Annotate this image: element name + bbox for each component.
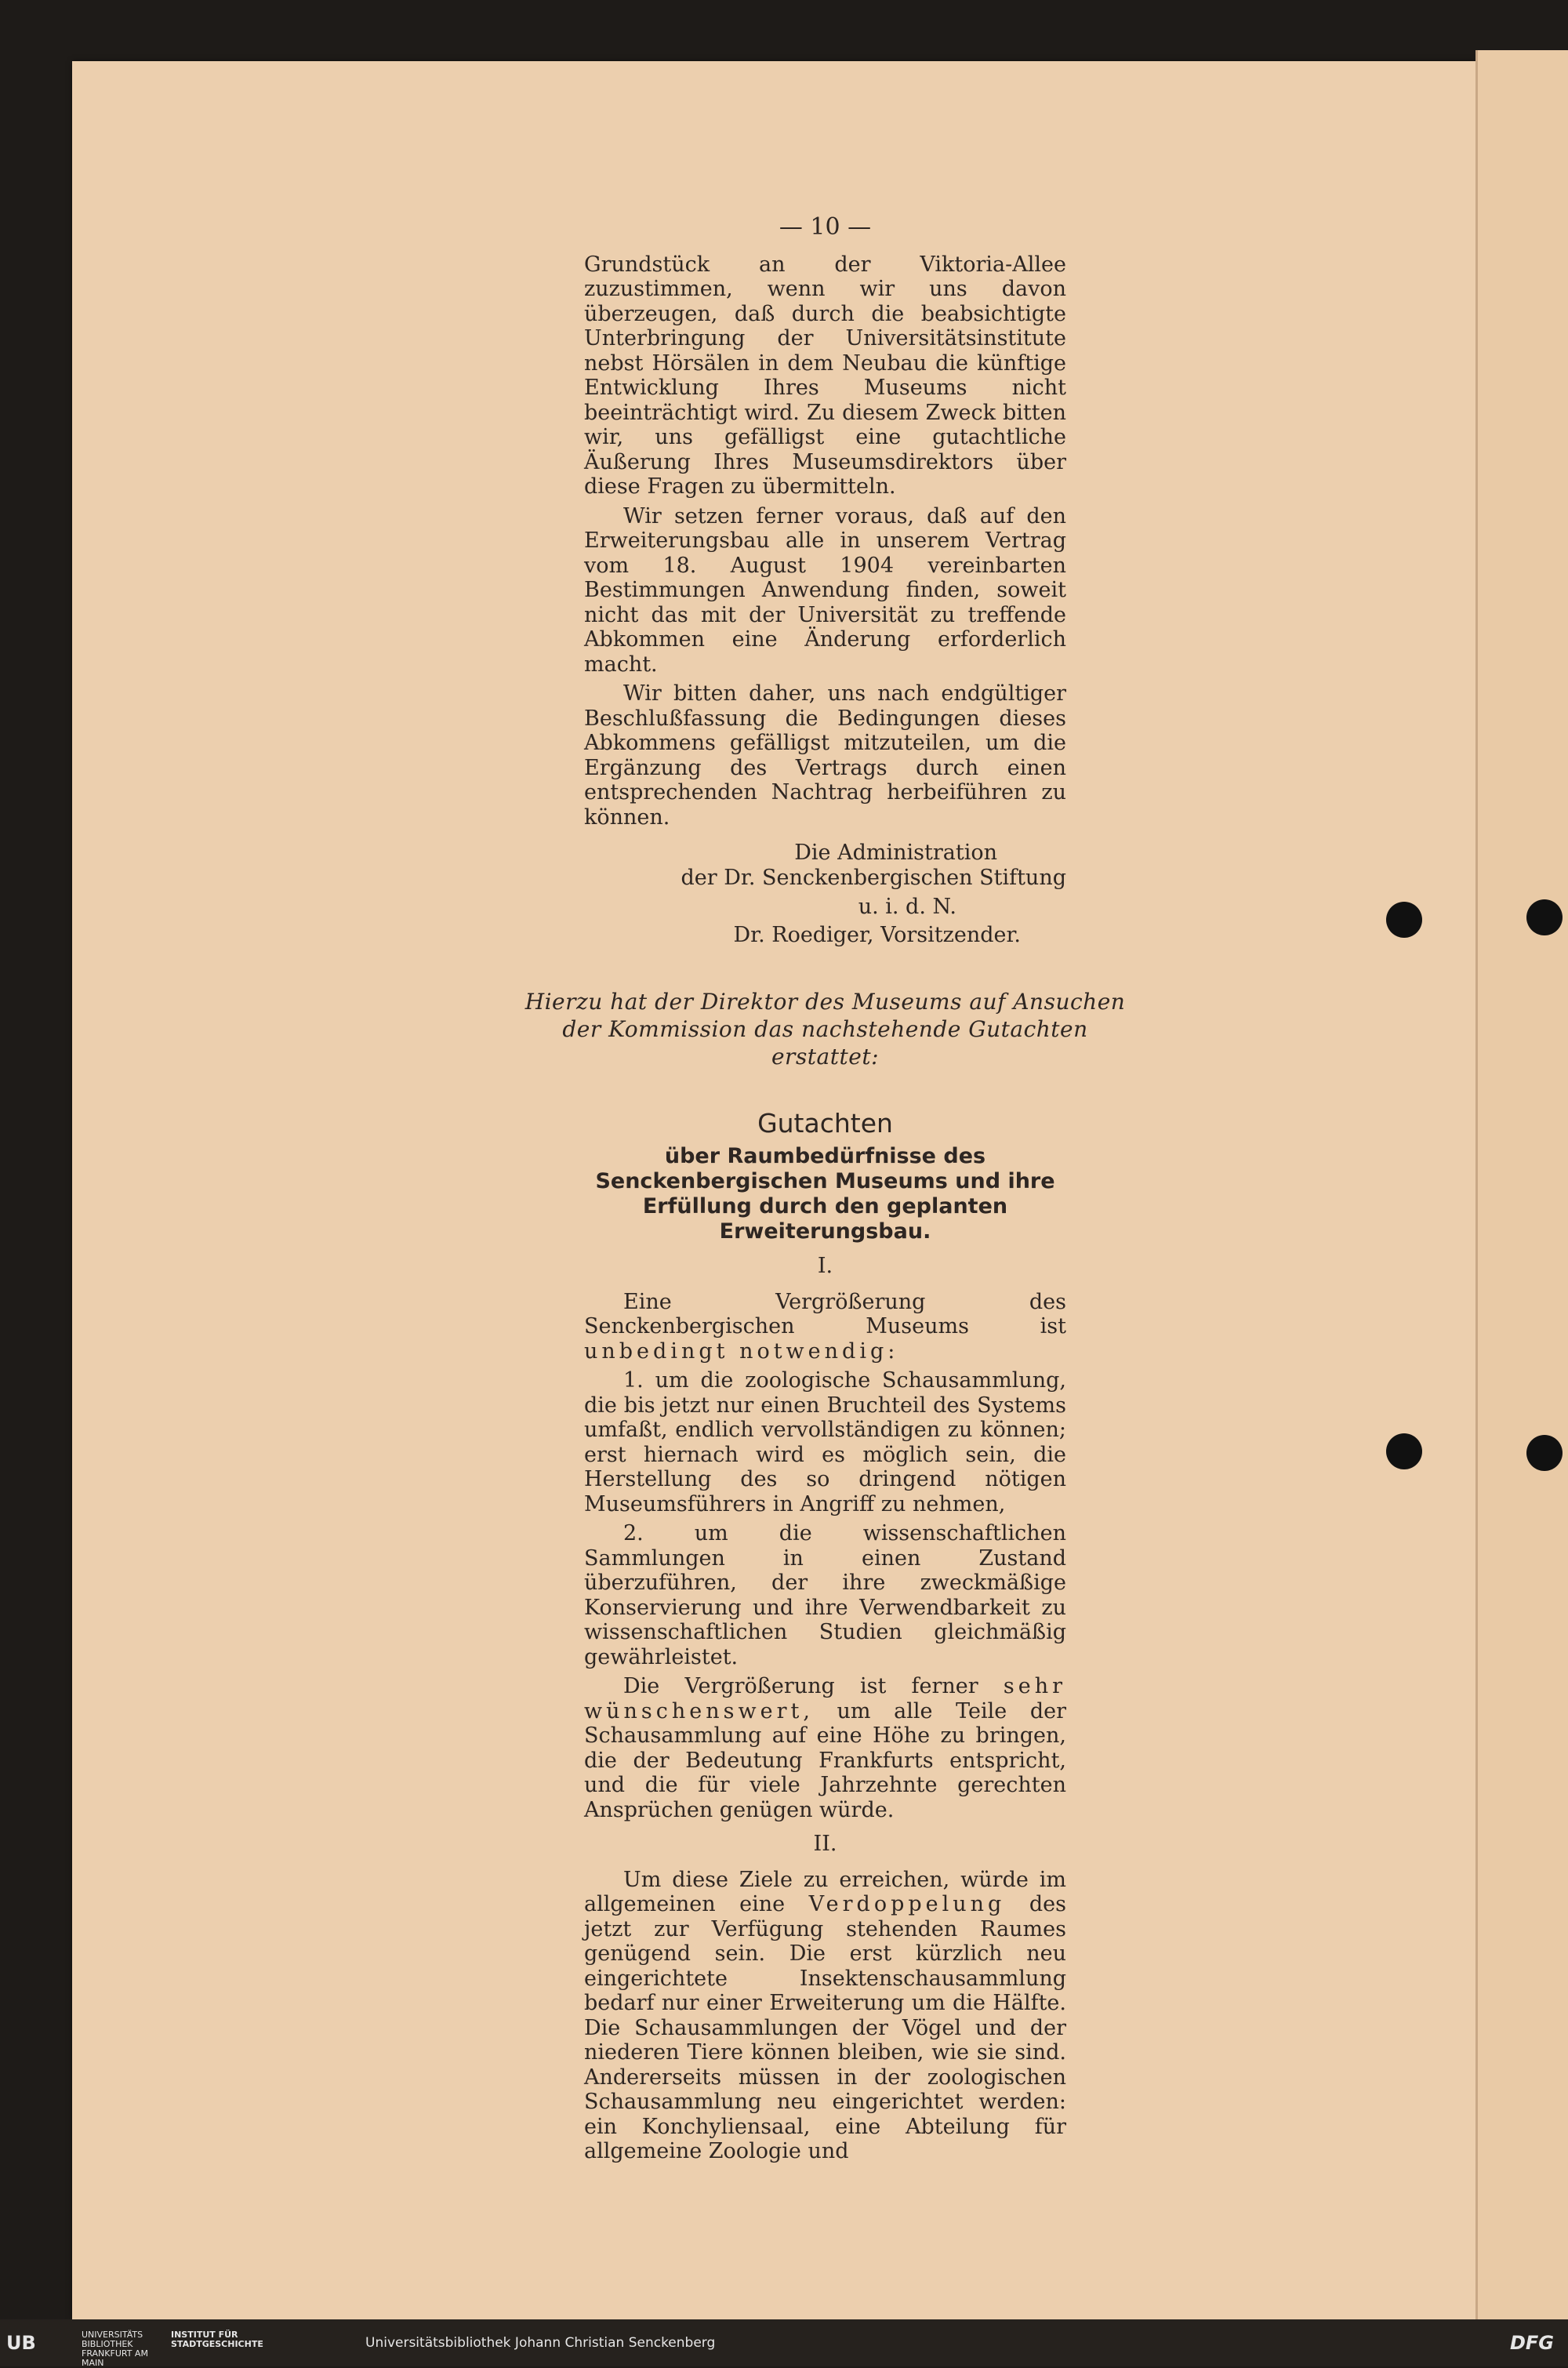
emphasized-text: Verdoppelung: [808, 1892, 1006, 1916]
text-run: Um diese Ziele zu erreichen, würde im allgemeinen eine: [584, 1867, 1066, 1916]
signature-line: Dr. Roediger, Vorsitzender.: [733, 922, 1021, 947]
paragraph: [584, 1674, 1066, 1822]
paragraph: [584, 1868, 1066, 2164]
emphasized-text: sehr wünschenswert,: [584, 1674, 1066, 1723]
dfg-logo: DFG: [1509, 2332, 1554, 2354]
signature-line: Die Administration: [794, 841, 997, 865]
ub-logo: UB: [6, 2332, 36, 2354]
list-item: 1. um die zoologische Schausammlung, die bis jetzt nur einen Bruchteil des Systems umfaßt, endlich vervollständigen zu können; erst hiernach wird es möglich sein, die Herstellung des so dringend nötigen Museumsführers in Angriff zu nehmen,: [584, 1368, 1066, 1516]
punch-hole: [1526, 1435, 1563, 1471]
punch-hole: [1386, 1433, 1422, 1469]
institute-logo: INSTITUT FÜR STADTGESCHICHTE: [171, 2330, 263, 2349]
paragraph: [584, 1290, 1066, 1364]
list-item: 2. um die wissenschaftlichen Sammlungen in einen Zustand überzuführen, der ihre zweckmäßige Konservierung und ihre Verwendbarkeit zu wissenschaftlichen Studien gleichmäßig gewährleistet.: [584, 1521, 1066, 1669]
fraktur-intro: Hierzu hat der Direktor des Museums auf Ansuchen der Kommission das nachstehende Gutachten erstattet:: [524, 989, 1126, 1070]
paragraph: Wir setzen ferner voraus, daß auf den Erweiterungsbau alle in unserem Vertrag vom 18. August 1904 vereinbarten Bestimmungen Anwendung finden, soweit nicht das mit der Universität zu treffende Abkommen eine Änderung erforderlich macht.: [584, 503, 1066, 677]
emphasized-text: unbedingt notwendig:: [584, 1338, 899, 1364]
text-run: Die Vergrößerung ist ferner: [623, 1674, 978, 1698]
punch-hole: [1526, 899, 1563, 935]
signature-line: der Dr. Senckenbergischen Stiftung: [681, 865, 1066, 890]
report-subtitle: über Raumbedürfnisse des Senckenbergischen Museums und ihre Erfüllung durch den geplanten Erweiterungsbau.: [595, 1144, 1055, 1244]
section-numeral: II.: [813, 1832, 837, 1856]
page-number: — 10 —: [779, 213, 872, 241]
paragraph: Wir bitten daher, uns nach endgültiger Beschlußfassung die Bedingungen dieses Abkommens gefälligst mitzuteilen, um die Ergänzung des Vertrags durch einen entsprechenden Nachtrag herbeiführen zu können.: [584, 681, 1066, 830]
viewer-footer: [0, 2319, 1568, 2366]
ub-logo-text: UNIVERSITÄTS BIBLIOTHEK FRANKFURT AM MAIN: [82, 2330, 148, 2368]
punch-hole: [1386, 902, 1422, 938]
text-run: um alle Teile der Schausammlung auf eine Höhe zu bringen, die der Bedeutung Frankfurts entspricht, und die für viele Jahrzehnte gerechten Ansprüchen genügen würde.: [584, 1698, 1066, 1822]
library-name: Universitätsbibliothek Johann Christian Senckenberg: [365, 2335, 716, 2351]
text-column: [524, 213, 1126, 2169]
report-title: Gutachten: [757, 1108, 893, 1139]
text-run: Eine Vergrößerung des Senckenbergischen Museums ist: [584, 1289, 1066, 1338]
section-numeral: I.: [817, 1254, 833, 1278]
text-run: des jetzt zur Verfügung stehenden Raumes genügend sein. Die erst kürzlich neu eingerichtete Insektenschausammlung bedarf nur einer Erweiterung um die Hälfte. Die Schausammlungen der Vögel und der niederen Tiere können bleiben, wie sie sind. Andererseits müssen in der zoologischen Schausammlung neu eingerichtet werden: ein Konchyliensaal, eine Abteilung für allgemeine Zoologie und: [584, 1892, 1066, 2163]
signature-line: u. i. d. N.: [858, 895, 956, 919]
next-page-edge: [1475, 50, 1568, 2319]
paragraph: Grundstück an der Viktoria-Allee zuzustimmen, wenn wir uns davon überzeugen, daß durch die beabsichtigte Unterbringung der Universitätsinstitute nebst Hörsälen in dem Neubau die künftige Entwicklung Ihres Museums nicht beeinträchtigt wird. Zu diesem Zweck bitten wir, uns gefälligst eine gutachtliche Äußerung Ihres Museumsdirektors über diese Fragen zu übermitteln.: [584, 252, 1066, 499]
